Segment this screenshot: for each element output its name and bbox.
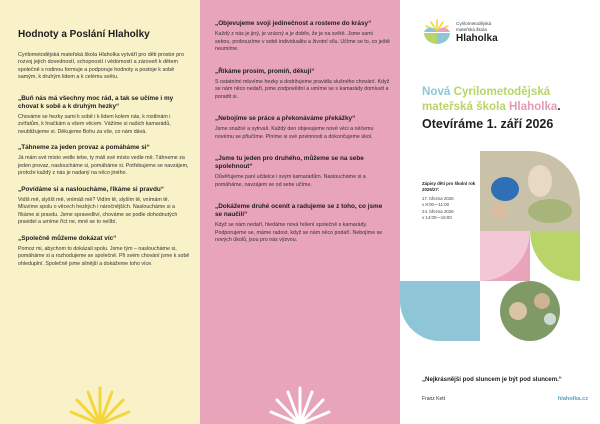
headline-opening: Otevíráme 1. září 2026 [422, 117, 554, 132]
value-section-body: S ostatními mluvíme hezky a dodržujeme pravidla slušného chování. Když se nám něco nedaří, jsme zodpovědní a umíme se s kamarády domluvit a poradit si. [215, 78, 390, 100]
panel-cover [400, 0, 600, 424]
value-section-body: Každý z nás je jiný, je vzácný a je dobře, že je na světě. Jsme sami sebou, probouzíme v sobě individualitu a životní sílu. Učíme se to, co ještě neumíme. [215, 31, 390, 53]
value-section [215, 203, 390, 245]
logo [422, 18, 584, 45]
enrollment-info [422, 181, 484, 221]
cover-quote: „Nejkrásnější pod sluncem je být pod sluncem.“ [422, 376, 562, 383]
children-bubbles-photo [500, 281, 560, 341]
value-section-body: Já mám své místo vedle tebe, ty máš své místo vedle mě. Táhneme za jeden provaz, nasloucháme si, pomáháme si. Potřebujeme se navzájem, protože každý z nás je nadaný na něco jiného. [18, 155, 189, 177]
values-title: Hodnoty a Poslání Hlaholky [18, 29, 150, 40]
headline-cyril: Cyrilometodějská [453, 85, 551, 98]
value-section-body: Chováme se hezky sami k sobě i k lidem kolem nás, k rostlinám i zvířatům, k hračkám a všem věcem. Vážíme si našich kamarádů, neubližujeme si. Děkujeme Bohu za vše, co nám dává. [18, 113, 171, 135]
enrollment-title: Zápisy dětí pro školní rok 2026/27: [422, 181, 476, 193]
sun-rays-icon [268, 382, 332, 424]
value-section-title: „Povídáme si a nasloucháme, říkáme si pravdu“ [18, 185, 164, 193]
logo-name: Hlaholka [456, 33, 498, 44]
headline-dot: . [557, 100, 561, 114]
value-section-body: Důvěřujeme paní učitelce i svým kamarádům. Nasloucháme si a pomáháme, navzájem se od sebe učíme. [215, 174, 366, 188]
value-section-title: „Říkáme prosím, promiň, děkuji“ [215, 67, 315, 75]
website-link[interactable]: hlaholka.cz [557, 396, 588, 402]
sun-rays-icon [68, 382, 132, 424]
value-section-body: Vidíš mě, slyšíš mě, vnímáš mě? Vidím tě, slyším tě, vnímám tě. Mluvíme spolu o věcech hezkých i náročnějších. Nasloucháme si a říkáme si pravdu. Jsme spravedliví, chováme se podle dohodnutých pravidel a umíme říct ne, mně se to nelíbí. [18, 196, 178, 226]
value-section [215, 115, 390, 141]
value-section [215, 68, 390, 102]
value-section [18, 186, 190, 227]
value-section [215, 155, 390, 189]
green-quarter [530, 231, 580, 281]
enrollment-time-1: v 8:00—11:00 [422, 202, 450, 208]
value-section [18, 95, 190, 137]
children-painting-photo [480, 151, 580, 231]
headline-materska: mateřská škola [422, 100, 506, 114]
photo-mosaic [400, 151, 600, 341]
quote-author: Franz Kett [422, 396, 446, 402]
hlaholka-logo-icon [422, 18, 452, 45]
value-section-body: Když se nám nedaří, hledáme nová řešení společně s kamarády. Podporujeme se, máme radost, když se nám něco podaří. Nebojíme se nových úkolů, jsou pro nás výzvou. [215, 222, 383, 244]
value-section-title: „Společně můžeme dokázat víc“ [18, 234, 117, 242]
value-section [215, 20, 390, 54]
enrollment-time-2: v 14:00—16:00 [422, 214, 452, 220]
enrollment-date-2: 24. března 2026 [422, 208, 454, 214]
cover-headline [422, 84, 584, 132]
value-section-title: „Nebojíme se práce a překonáváme překážky“ [215, 115, 356, 123]
blue-shape [400, 281, 480, 341]
value-section-title: „Táhneme za jeden provaz a pomáháme si“ [18, 144, 150, 152]
value-section-title: „Jsme tu jeden pro druhého, můžeme se na sebe spolehnout“ [215, 155, 364, 171]
enrollment-date-1: 17. března 2026 [422, 195, 454, 201]
value-section-title: „Buň nás má všechny moc rád, a tak se učíme i my chovat k sobě a k druhým hezky“ [18, 94, 174, 110]
value-section-body: Jsme snaživí a vytrvalí. Každý den objevujeme nové věci a něčemu novému se přiučíme. Plníme si své povinnosti a dokončujeme úkol. [215, 126, 374, 140]
values-intro: Cyrilometodějská mateřská škola Hlaholka vytváří pro děti prostor pro rozvoj jejich dovedností, schopností i vědomostí a zároveň k dětem společně s rodinou formuje a podporuje hodnoty a postoje k sobě samým, k druhým lidem a k celému světu. [18, 51, 184, 81]
value-section-body: Pomoz mi, abychom to dokázali spolu. Jsme tým – nasloucháme si, pomáháme si a rozhodujeme se společně. Při svém chování jsme k sobě ohleduplní. Společně jsme silnější a dokážeme toho více. [18, 245, 190, 267]
logo-small-line1: Cyrilometodějská [456, 21, 492, 26]
panel-values-continued [200, 0, 400, 424]
value-section-title: „Objevujeme svoji jedinečnost a rosteme do krásy“ [215, 20, 372, 27]
headline-name: Hlaholka [509, 100, 558, 114]
value-section-title: „Dokážeme druhé ocenit a radujeme se z toho, co jsme se naučili“ [215, 203, 383, 219]
panel-values [0, 0, 200, 424]
value-section [18, 144, 190, 178]
logo-small-line2: mateřská škola [456, 26, 487, 32]
headline-nova: Nová [422, 85, 451, 98]
value-section [18, 235, 190, 269]
